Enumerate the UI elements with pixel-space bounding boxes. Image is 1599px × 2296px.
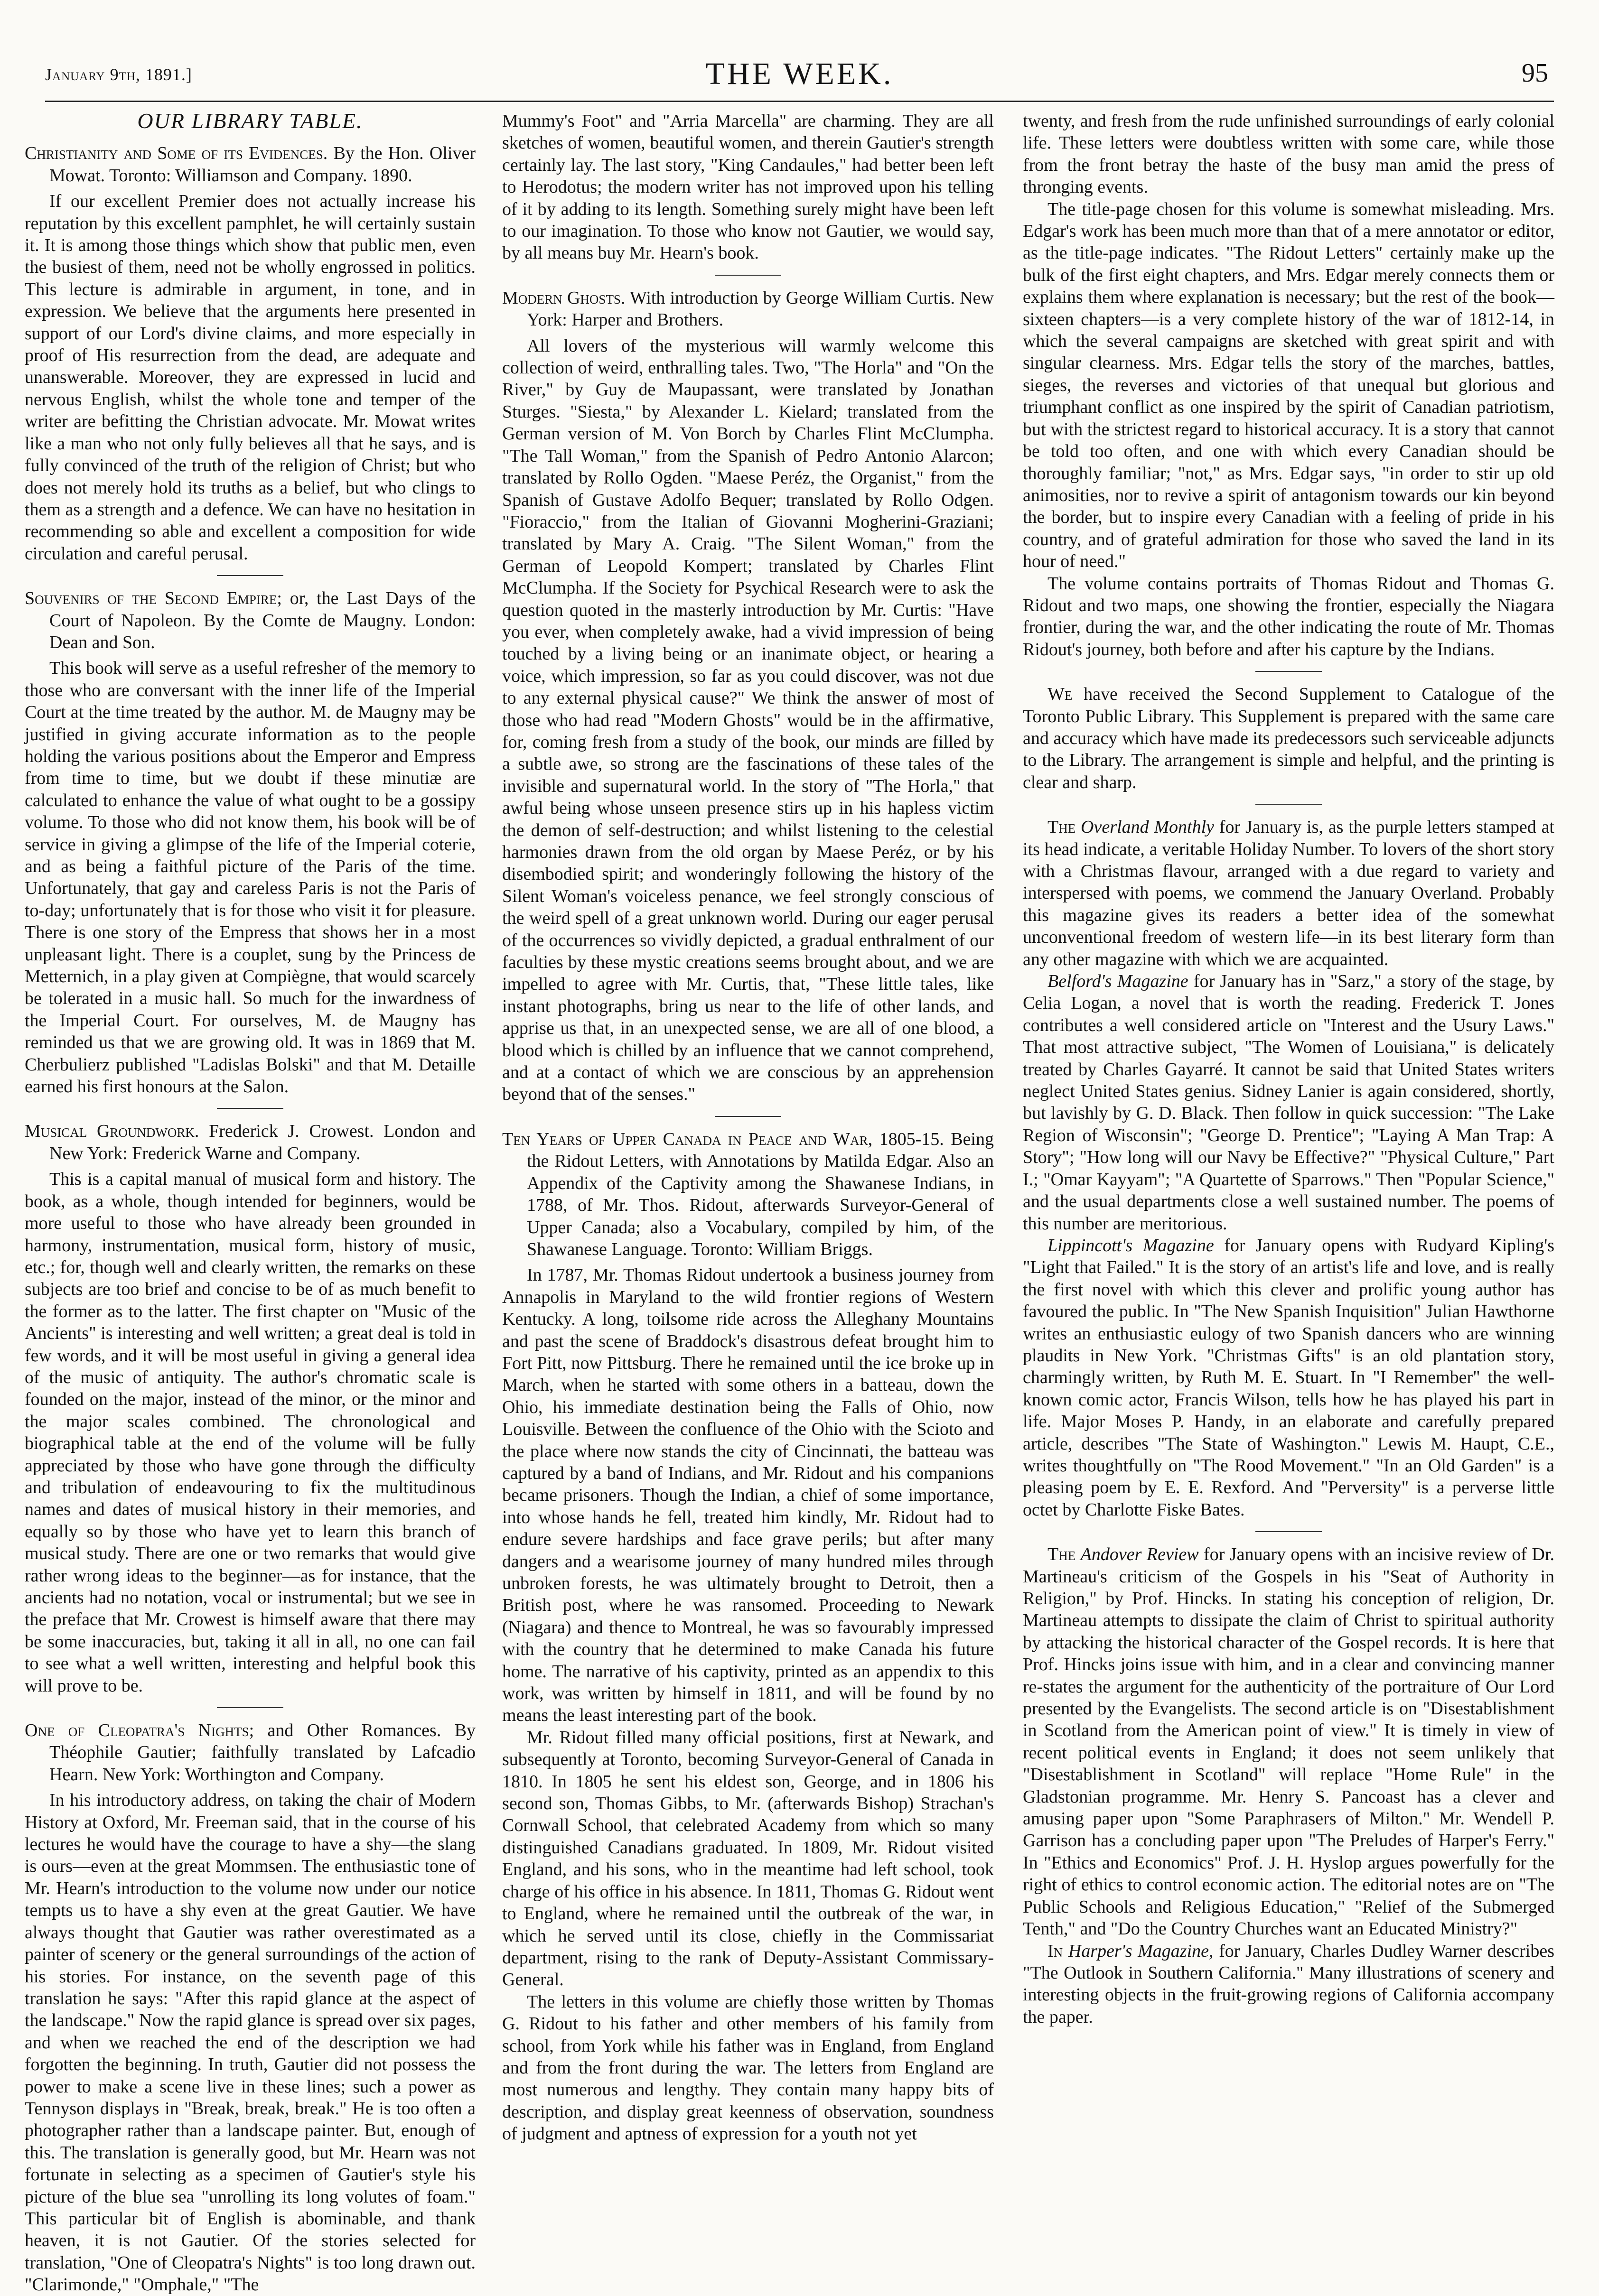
review-body: Mr. Ridout filled many official positions, first at Newark, and subsequently at Toronto, becoming Surveyor-General of Canada in 1810. In 1805 he sent his eldest son, George, and in 1806 his second son, Thomas Gibbs, to Mr. (afterwards Bishop) Strachan's Cornwall School, that celebrated Academy from which so many distinguished Canadians graduated. In 1809, Mr. Ridout visited England, and his sons, who in the meantime had left school, took charge of his office in his absence. In 1811, Thomas G. Ridout went to England, where he remained until the outbreak of the war, in which he served until its close, chiefly in the Commissariat department, rising to the rank of Deputy-Assistant Commissary-General.: [502, 1727, 994, 1990]
magazine-name: Belford's Magazine: [1047, 971, 1188, 992]
magazine-name: Lippincott's Magazine: [1047, 1235, 1214, 1255]
divider: [217, 1108, 283, 1109]
notice-text: for January, Charles Dudley Warner describes "The Outlook in Southern California." Many illustrations of scenery and interesting objects in the fruit-growing regions of California accompany the paper.: [1023, 1941, 1555, 2027]
review-title: Ten Years of Upper Canada in Peace and War, 1805-15.: [502, 1129, 944, 1149]
magazine-name: Overland Monthly: [1081, 817, 1215, 837]
notice-text: for January opens with an incisive review of Dr. Martineau's criticism of the Gospels in his "Seat of Authority in Religion," by Prof. Hincks. In stating his conception of religion, Dr. Martineau attempts to dissipate the claim of Christ to spiritual authority by attacking the historical character of the Gospel records. It is here that Prof. Hincks joins issue with him, and in a clear and convincing manner re-states the argument for the authenticity of the portraiture of Our Lord presented by the Evangelists. The second article is on "Disestablishment in Scotland from the American point of view." It is timely in view of recent political events in England; it does not seem unlikely that "Disestablishment in Scotland" will replace "Home Rule" in the Gladstonian programme. Mr. Henry S. Pancoast has a clever and amusing paper upon "Some Paraphrasers of Milton." Mr. Wendell P. Garrison has a concluding paper upon "The Preludes of Harper's Ferry." In "Ethics and Economics" Prof. J. H. Hyslop argues powerfully for the right of ethics to control economic action. The editorial notes are on "The Public Schools and Religious Education," "Relief of the Submerged Tenth," and "Do the Country Churches want an Educated Ministry?": [1023, 1544, 1555, 1939]
column-1: [25, 109, 476, 2295]
review-heading: [502, 1128, 994, 1260]
review-body-continued: twenty, and fresh from the rude unfinished surroundings of early colonial life. These letters were doubtless written with some care, while those from the front betray the haste of the busy man amid the press of thronging events.: [1023, 111, 1554, 197]
magazine-name: Harper's Magazine,: [1068, 1941, 1214, 1961]
review-heading: [25, 142, 476, 186]
divider: [217, 1707, 283, 1708]
review-body: This book will serve as a useful refresher of the memory to those who are conversant with the inner life of the Imperial Court at the time treated by the author. M. de Maugny may be justified in giving accurate information as to the people holding the various positions about the Emperor and Empress from time to time, but we doubt if these minutiæ are calculated to enhance the value of what ought to be a gossipy volume. To those who did not know them, his book will be of service in giving a glimpse of the life of the Imperial coterie, and as being a faithful picture of the Paris of the time. Unfortunately, that gay and careless Paris is not the Paris of to-day; unfortunately that is for those who visit it for pleasure. There is one story of the Empress that shows her in a most unpleasant light. There is a couplet, sung by the Princess de Metternich, in a play given at Compiègne, that would scarcely be tolerated in a music hall. So much for the inwardness of the Imperial Court. For ourselves, M. de Maugny has reminded us that we are growing old. It was in 1869 that M. Cherbulierz published "Ladislas Bolski" and that M. Detaille earned his first honours at the Salon.: [25, 658, 476, 1097]
review-body: In his introductory address, on taking the chair of Modern History at Oxford, Mr. Freeman said, that in the course of his lectures he would have the courage to have a shy—the slang is ours—even at the great Mommsen. The enthusiastic tone of Mr. Hearn's introduction to the volume now under our notice tempts us to have a shy even at the great Gautier. We have always thought that Gautier was rather overestimated as a painter of scenery or the general surroundings of the action of his stories. For instance, on the seventh page of this translation he says: "After this rapid glance at the aspect of the landscape." Now the rapid glance is spread over six pages, and when we reached the end of the description we had forgotten the beginning. In truth, Gautier did not possess the power to make a scene live in these lines; such a power as Tennyson displays in "Break, break, break." He is too often a photographer rather than a landscape painter. But, enough of this. The translation is generally good, but Mr. Hearn was not fortunate in selecting as a specimen of Gautier's style his picture of the blue sea "unrolling its long volutes of foam." This particular bit of English is abominable, and thank heaven, it is not Gautier. Of the stories selected for translation, "One of Cleopatra's Nights" is too long drawn out. "Clarimonde," "Omphale," "The: [25, 1790, 476, 2295]
review-body: The title-page chosen for this volume is somewhat misleading. Mrs. Edgar's work has been much more than that of a mere annotator or editor, as the title-page indicates. "The Ridout Letters" certainly make up the bulk of the first eight chapters, and Mrs. Edgar merely connects them or explains them where explanation is necessary; but the rest of the book—sixteen chapters—is a very complete history of the war of 1812-14, in which the several campaigns are sketched with great spirit and with singular clearness. Mrs. Edgar tells the story of the marches, battles, sieges, the reverses and victories of that unequal but glorious and triumphant conflict as one inspired by the spirit of Canadian patriotism, but with the strictest regard to historical accuracy. It is a story that cannot be told too often, and one with which every Canadian should be thoroughly familiar; "not," as Mrs. Edgar says, "in order to stir up old animosities, nor to revive a spirit of antagonism towards our kin beyond the border, but to inspire every Canadian with a feeling of pride in his country, and of grateful admiration for those who saved the land in its hour of need.": [1023, 199, 1554, 572]
review-body: The letters in this volume are chiefly those written by Thomas G. Ridout to his father and other members of his family from school, from York while his father was in England, from England and from the front during the war. The letters from England are most numerous and lengthy. They contain many happy bits of description, and display great keenness of observation, soundness of judgment and aptness of expression for a youth not yet: [502, 1991, 994, 2144]
review-meta: or, the Last Days of the Court of Napoleon. By the Comte de Maugny. London: Dean and Son.: [49, 588, 476, 652]
notice-overland: [1023, 816, 1554, 970]
review-body: All lovers of the mysterious will warmly welcome this collection of weird, enthralling tales. Two, "The Horla" and "On the River," by Guy de Maupassant, were translated by Jonathan Sturges. "Siesta," by Alexander L. Kielard; translated from the German version of M. Von Borch by Charles Flint McClumpha. "The Tall Woman," from the Spanish of Pedro Antonio Alarcon; translated by Rollo Ogden. "Maese Peréz, the Organist," from the Spanish of Gustave Adolfo Bequer; translated by Rollo Odgen. "Fioraccio," from the Italian of Giovanni Mogherini-Graziani; translated by Mary A. Craig. "The Silent Woman," from the German of Leopold Kompert; translated by Charles Flint McClumpha. If the Society for Psychical Research were to ask the question quoted in the masterly introduction by Mr. Curtis: "Have you ever, when completely awake, had a vivid impression of being touched by a living being or an inanimate object, or hearing a voice, which impression, so far as you could discover, was not due to any external physical cause?" We think the answer of most of those who had read "Modern Ghosts" would be in the affirmative, for, coming fresh from a study of the book, our minds are filled by a subtle awe, so strong are the fascinations of these tales of the invisible and supernatural world. In the story of "The Horla," that awful being whose unseen presence stirs up in his hapless victim the demon of self-destruction; and whilst listening to the celestial harmonies drawn from the old organ by Maese Peréz, or by his disembodied spirit; and wonderingly following the history of the Silent Woman's voiceless penance, we feel strongly conscious of the weird spell of a great unknown world. During our eager perusal of the occurrences so vividly depicted, a gradual enthralment of our faculties by these mystic creations seems brought about, and we are impelled to agree with Mr. Curtis, that, "These little tales, like instant photographs, bring us near to the life of other lands, and apprise us that, in an unexpected sense, we are all of one blood, a blood which is chilled by an influence that we cannot comprehend, and at a contact of which we are conscious by an apprehension beyond that of the senses.": [502, 335, 994, 1105]
divider: [715, 275, 781, 276]
review-title: Modern Ghosts.: [502, 288, 626, 308]
divider: [1255, 1531, 1322, 1532]
column-2: [502, 110, 994, 2207]
review-meta: Frederick J. Crowest. London and New York: Frederick Warne and Company.: [49, 1121, 476, 1163]
page-number: 95: [1522, 58, 1548, 88]
magazine-name: Andover Review: [1080, 1544, 1199, 1565]
review-heading: [25, 587, 476, 653]
lead-word: We: [1047, 684, 1073, 705]
review-title: Souvenirs of the Second Empire;: [25, 588, 282, 609]
review-body: If our excellent Premier does not actually increase his reputation by this excellent pamphlet, he will certainly sustain it. It is among those things which show that public men, even the busiest of them, need not be wholly engrossed in politics. This lecture is admirable in argument, in tone, and in expression. We believe that the arguments here presented in support of our Lord's divine claims, and more especially in proof of His resurrection from the dead, are adequate and unanswerable. Moreover, they are expressed in lucid and nervous English, whilst the whole tone and temper of the writer are befitting the Christian advocate. Mr. Mowat writes like a man who not only fully believes all that he says, and is fully convinced of the truth of the religion of Christ; but who does not merely hold its truths as a belief, but who clings to them as a strength and a defence. We can have no hesitation in recommending so able and excellent a composition for wide circulation and careful perusal.: [25, 191, 476, 564]
review-body-continued: Mummy's Foot" and "Arria Marcella" are charming. They are all sketches of women, beautiful women, and therein Gautier's strength certainly lay. The last story, "King Candaules," had better been left to Herodotus; the modern writer has not improved upon his telling of it by adding to its length. Something surely might have been left to our imagination. To those who know not Gautier, we would say, by all means buy Mr. Hearn's book.: [502, 111, 994, 263]
lead-word: In: [1047, 1941, 1063, 1961]
notice-text: for January opens with Rudyard Kipling's "Light that Failed." It is the story of an artist's life and love, and is really the first novel with which this clever and prolific young author has favoured the public. In "The New Spanish Inquisition" Julian Hawthorne writes an enthusiastic eulogy of two Spanish dancers who are winning plaudits in New York. "Christmas Gifts" is an old plantation story, charmingly written, by Ruth M. E. Stuart. In "I Remember" the well-known comic actor, Francis Wilson, tells how he has played his part in life. Major Moses P. Handy, in an elaborate and carefully prepared article, describes "The State of Washington." Lewis M. Haupt, C.E., writes thoughtfully on "The Rood Movement." "In an Old Garden" is a pleasing poem by E. E. Rexford. And "Perversity" is a perverse little octet by Charlotte Fiske Bates.: [1023, 1235, 1555, 1520]
notice-library: [1023, 683, 1554, 793]
issue-date: January 9th, 1891.]: [45, 65, 192, 84]
divider: [1255, 804, 1322, 805]
review-body: In 1787, Mr. Thomas Ridout undertook a business journey from Annapolis in Maryland to the wild frontier regions of Western Kentucky. A long, toilsome ride across the Alleghany Mountains and past the scene of Braddock's disastrous defeat brought him to Fort Pitt, now Pittsburg. There he remained until the ice broke up in March, when he started with some others in a batteau, down the Ohio, his immediate destination being the Falls of Ohio, now Louisville. Between the confluence of the Ohio with the Scioto and the place where now stands the city of Cincinnati, the batteau was captured by a band of Indians, and Mr. Ridout and his companions became prisoners. Though the Indian, a chief of some importance, into whose hands he fell, treated him kindly, Mr. Ridout had to endure severe hardships and face grave perils; but after many dangers and a wearisome journey of many hundred miles through unbroken forests, he was ultimately brought to Detroit, then a British post, where he was ransomed. Proceeding to Newark (Niagara) and thence to Montreal, he was so favourably impressed with the country that he determined to make Canada his future home. The narrative of his captivity, printed as an appendix to this work, was written by himself in 1811, and will be found by no means the least interesting part of the book.: [502, 1265, 994, 1726]
notice-lippincott: [1023, 1235, 1554, 1521]
notice-andover: [1023, 1543, 1554, 1940]
divider: [217, 575, 283, 576]
lead-word: The: [1047, 817, 1076, 837]
page-header: [45, 56, 1554, 103]
notice-text: have received the Second Supplement to Catalogue of the Toronto Public Library. This Supplement is prepared with the same care and accuracy which have made its predecessors such serviceable adjuncts to the Library. The arrangement is simple and helpful, and the printing is clear and sharp.: [1023, 684, 1554, 792]
divider: [715, 1116, 781, 1117]
lead-word: The: [1047, 1544, 1076, 1565]
review-meta: By the Hon. Oliver Mowat. Toronto: Williamson and Company. 1890.: [49, 143, 476, 186]
notice-belford: [1023, 970, 1554, 1235]
review-title: One of Cleopatra's Nights;: [25, 1720, 254, 1741]
column-3: [1023, 110, 1554, 2207]
header-rule: [45, 101, 1554, 102]
section-title: OUR LIBRARY TABLE.: [137, 109, 363, 133]
masthead-title: THE WEEK.: [705, 56, 894, 91]
review-title: Christianity and Some of its Evidences.: [25, 143, 328, 164]
review-heading: [25, 1720, 476, 1785]
review-meta: With introduction by George William Curtis. New York: Harper and Brothers.: [527, 288, 994, 330]
review-title: Musical Groundwork.: [25, 1121, 199, 1142]
review-meta: Being the Ridout Letters, with Annotations by Matilda Edgar. Also an Appendix of the Captivity among the Shawanese Indians, in 1788, of Mr. Thos. Ridout, afterwards Surveyor-General of Upper Canada; also a Vocabulary, compiled by him, of the Shawanese Language. Toronto: William Briggs.: [527, 1129, 994, 1259]
review-body: The volume contains portraits of Thomas Ridout and Thomas G. Ridout and two maps, one showing the frontier, especially the Niagara frontier, during the war, and the other indicating the route of Mr. Thomas Ridout's journey, both before and after his capture by the Indians.: [1023, 573, 1554, 660]
review-heading: [25, 1120, 476, 1164]
divider: [1255, 671, 1322, 672]
review-meta: and Other Romances. By Théophile Gautier; faithfully translated by Lafcadio Hearn. New York: Worthington and Company.: [49, 1720, 476, 1785]
notice-harpers: [1023, 1940, 1554, 2028]
notice-text: for January is, as the purple letters stamped at its head indicate, a veritable Holiday Number. To lovers of the short story with a Christmas flavour, arranged with a due regard to variety and interspersed with poems, we commend the January Overland. Probably this magazine gives its readers a better idea of the somewhat unconventional freedom of western life—in its best literary form than any other magazine with which we are acquainted.: [1023, 817, 1554, 969]
review-heading: [502, 287, 994, 331]
notice-text: for January has in "Sarz," a story of the stage, by Celia Logan, a novel that is worth the reading. Frederick T. Jones contributes a well considered article on "Interest and the Usury Laws." That most attractive subject, "The Women of Louisiana," is delicately treated by Charles Gayarré. It cannot be said that United States writers neglect United States genius. Sidney Lanier is again considered, shortly, but lavishly by G. D. Black. Then follow in quick succession: "The Lake Region of Wisconsin"; "George D. Prentice"; "Laying A Man Trap: A Story"; "How long will our Navy be Effective?" "Physical Culture," Part I.; "Omar Kayyam"; "A Quartette of Sparrows." Then "Popular Science," and the usual departments close a well sustained number. The poems of this number are meritorious.: [1023, 971, 1554, 1234]
review-body: This is a capital manual of musical form and history. The book, as a whole, though intended for beginners, would be more useful to those who have already been grounded in harmony, instrumentation, musical form, history of music, etc.; for, though well and clearly written, the remarks on these subjects are too brief and concise to be of as much benefit to the former as to the latter. The first chapter on "Music of the Ancients" is interesting and well written; a great deal is told in few words, and it will be most useful in giving a general idea of the music of antiquity. The author's chromatic scale is founded on the major, instead of the minor, or the minor and the major scales combined. The chronological and biographical table at the end of the volume will be fully appreciated by those who have gone through the difficulty and tribulation of endeavouring to fix the multitudinous names and dates of musical history in their memories, and equally so by those who have yet to learn this branch of musical study. There are one or two remarks that would give rather wrong ideas to the beginner—as for instance, that the ancients had no notation, vocal or instrumental; but we see in the preface that Mr. Crowest is himself aware that there may be some inaccuracies, but, taking it all in all, no one can fail to see what a well written, interesting and helpful book this will prove to be.: [25, 1169, 476, 1696]
